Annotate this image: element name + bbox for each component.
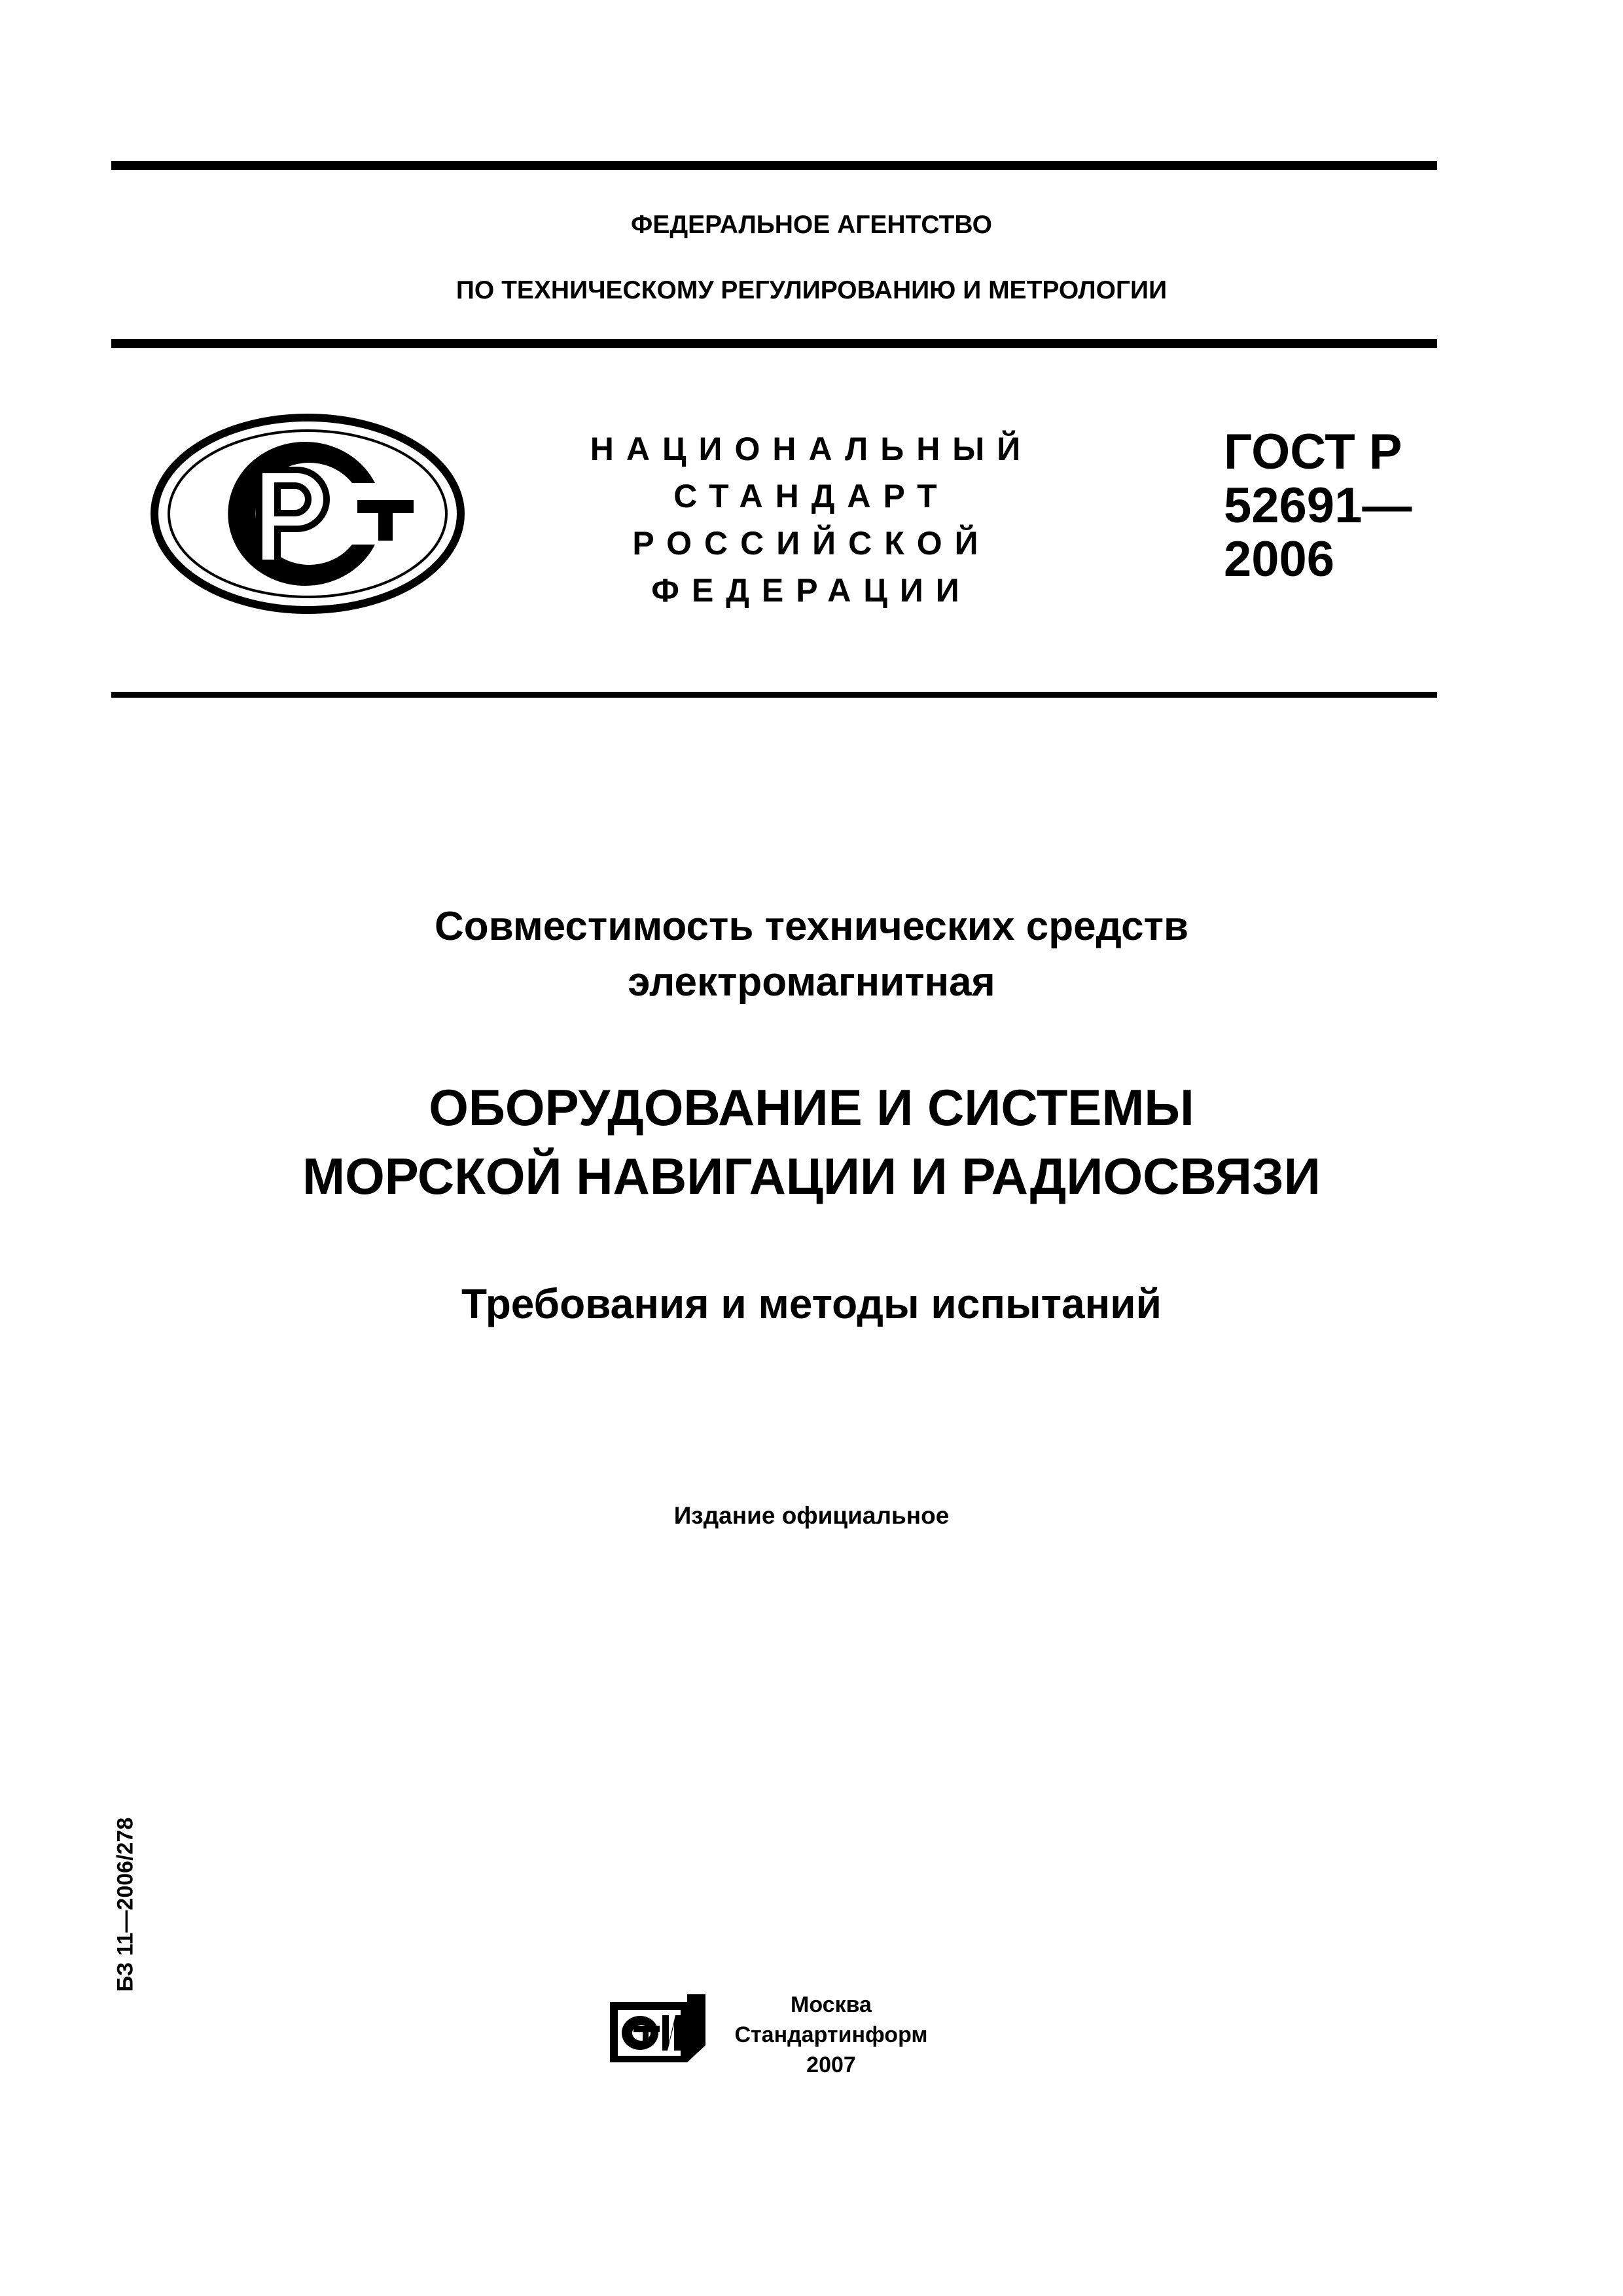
publisher-info: [726, 1990, 936, 2080]
designation-line-3: 2006: [1224, 531, 1335, 587]
subtitle-line-2: электромагнитная: [628, 960, 995, 1005]
edition-label: Издание официальное: [673, 1502, 950, 1529]
national-line-2: СТАНДАРТ: [673, 478, 950, 514]
publisher-name: Стандартинформ: [734, 2022, 928, 2047]
publisher-city: Москва: [791, 1992, 872, 2017]
standard-bottom-rule: [111, 692, 1437, 698]
designation-line-2: 52691—: [1224, 478, 1412, 533]
national-line-4: ФЕДЕРАЦИИ: [651, 572, 972, 609]
designation-line-1: ГОСТ Р: [1224, 424, 1402, 480]
header-bottom-rule: [111, 339, 1437, 348]
top-rule: [111, 161, 1437, 170]
subject-line: Требования и методы испытаний: [461, 1280, 1162, 1327]
subtitle-line-1: Совместимость технических средств: [434, 904, 1189, 949]
national-line-3: РОССИЙСКОЙ: [632, 525, 991, 562]
standard-designation: [1224, 425, 1440, 586]
rst-logo-icon: [149, 412, 466, 615]
main-title-line-2: МОРСКОЙ НАВИГАЦИИ И РАДИОСВЯЗИ: [302, 1147, 1321, 1205]
national-standard-label: [563, 425, 1060, 614]
main-title-line-1: ОБОРУДОВАНИЕ И СИСТЕМЫ: [429, 1079, 1194, 1136]
publisher-year: 2007: [806, 2053, 856, 2077]
side-code-label: БЗ 11—2006/278: [113, 1817, 138, 1992]
standartinform-logo-icon: [609, 1993, 707, 2064]
national-line-1: НАЦИОНАЛЬНЫЙ: [590, 431, 1033, 467]
agency-name-line-2: ПО ТЕХНИЧЕСКОМУ РЕГУЛИРОВАНИЮ И МЕТРОЛОГИИ: [455, 276, 1168, 304]
agency-name-line-1: ФЕДЕРАЛЬНОЕ АГЕНТСТВО: [631, 211, 992, 239]
